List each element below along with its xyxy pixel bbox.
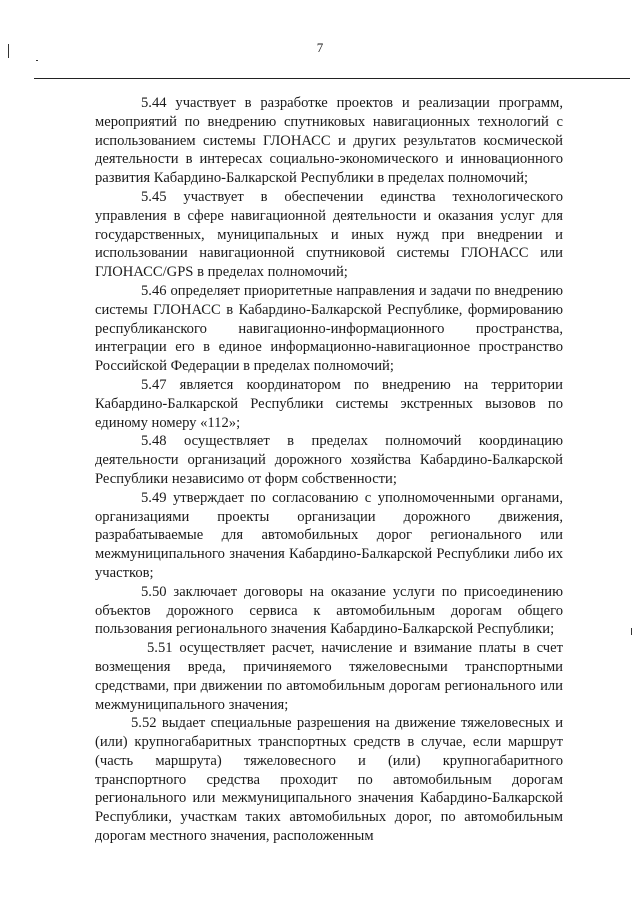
- scan-artifact-left-top: [8, 44, 9, 58]
- paragraph-5-48: 5.48 осуществляет в пределах полномочий координацию деятельности организаций дорожного хозяйства Кабардино-Балкарской Республики независимо от форм собственности;: [95, 433, 563, 487]
- page-number: 7: [316, 40, 324, 55]
- paragraph-5-52: 5.52 выдает специальные разрешения на движение тяжеловесных и (или) крупногабаритных транспортных средств в случае, если маршрут (часть маршрута) тяжеловесного и (или) крупногабаритного транспортного средства проходит по автомобильным дорогам регионального или межмуниципального значения Кабардино-Балкарской Республики, участкам таких автомобильных дорог, по автомобильным дорогам местного значения, расположенным: [95, 715, 563, 845]
- paragraph-5-49: 5.49 утверждает по согласованию с уполномоченными органами, организациями проекты организации дорожного движения, разрабатываемые для автомобильных дорог регионального или межмуниципального значения Кабардино-Балкарской Республики либо их участков;: [95, 489, 563, 581]
- paragraph-5-45: 5.45 участвует в обеспечении единства технологического управления в сфере навигационной деятельности и оказания услуг для государственных, муниципальных и иных нужд при внедрении и использовании навигационной спутниковой системы ГЛОНАСС или ГЛОНАСС/GPS в пределах полномочий;: [95, 188, 563, 281]
- paragraph-5-50: 5.50 заключает договоры на оказание услуги по присоединению объектов дорожного сервиса к автомобильным дорогам общего пользования регионального значения Кабардино-Балкарской Республики;: [95, 583, 563, 638]
- paragraph-5-44: 5.44 участвует в разработке проектов и реализации программ, мероприятий по внедрению спутниковых навигационных технологий с использованием системы ГЛОНАСС и других результатов космической деятельности в интересах социально-экономического и инновационного развития Кабардино-Балкарской Республики в пределах полномочий;: [95, 95, 563, 187]
- header-rule: [34, 78, 630, 79]
- paragraph-5-51: 5.51 осуществляет расчет, начисление и взимание платы в счет возмещения вреда, причиняемого тяжеловесными транспортными средствами, при движении по автомобильным дорогам регионального или межмуниципального значения;: [95, 640, 563, 713]
- paragraph-5-46: 5.46 определяет приоритетные направления и задачи по внедрению системы ГЛОНАСС в Кабардино-Балкарской Республике, формированию республиканского навигационно-информационного пространства, интеграции его в единое информационно-навигационное пространство Российской Федерации в пределах полномочий;: [95, 282, 563, 375]
- document-body: [95, 94, 563, 846]
- paragraph-5-47: 5.47 является координатором по внедрению на территории Кабардино-Балкарской Республики системы экстренных вызовов по единому номеру «112»;: [95, 376, 563, 431]
- scan-artifact-right-edge: [631, 628, 632, 635]
- scan-artifact-left-mid: [36, 60, 38, 61]
